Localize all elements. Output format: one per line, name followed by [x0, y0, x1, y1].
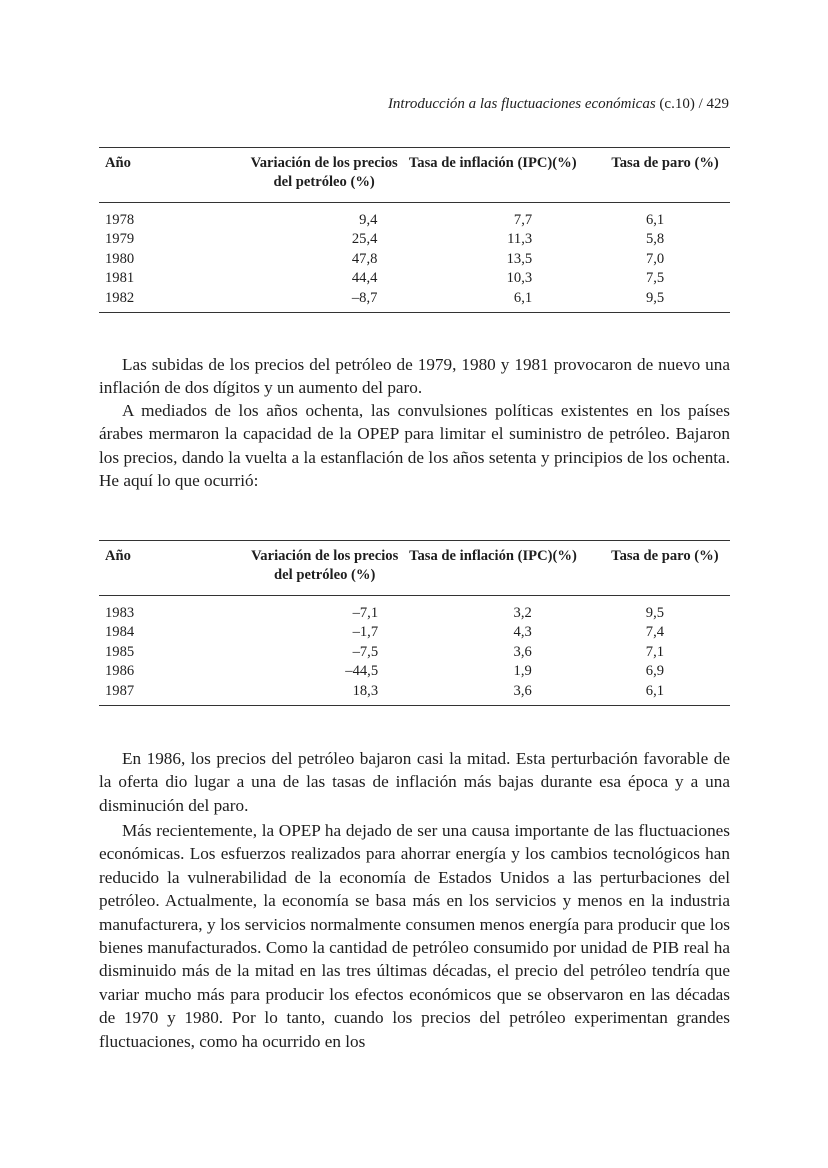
- cell-inflation-rate: 3,6: [513, 682, 532, 699]
- cell-unemployment-rate: 7,0: [645, 250, 665, 267]
- cell-oil-price-change: 44,4: [351, 270, 378, 287]
- cell-oil-price-change: –8,7: [351, 289, 378, 306]
- cell-unemployment-rate: 7,5: [645, 270, 665, 287]
- cell-inflation-rate: 1,9: [513, 663, 532, 680]
- cell-year: 1982: [105, 289, 135, 306]
- table-row: [99, 682, 730, 706]
- cell-inflation-rate: 3,2: [513, 605, 532, 621]
- cell-year: 1983: [105, 605, 135, 621]
- running-title: Introducción a las fluctuaciones económicas: [387, 96, 656, 112]
- cell-unemployment-rate: 9,5: [645, 605, 665, 621]
- cell-year: 1978: [105, 212, 135, 228]
- table-row: [99, 269, 730, 288]
- cell-inflation-rate: 4,3: [513, 624, 532, 641]
- cell-unemployment-rate: 7,4: [645, 624, 665, 641]
- cell-oil-price-change: –7,1: [352, 605, 379, 621]
- cell-unemployment-rate: 6,9: [645, 663, 665, 680]
- paragraph-1986: En 1986, los precios del petróleo bajaron casi la mitad. Esta perturbación favorable de la oferta dio lugar a una de las tasas de inflación más bajas durante esa época y a una disminución del paro.: [99, 749, 730, 815]
- header-year: Año: [105, 155, 131, 171]
- table-row: [99, 203, 730, 231]
- oil-prices-table-1983-1987: [99, 540, 730, 706]
- cell-unemployment-rate: 6,1: [645, 212, 665, 228]
- paragraph-recent-opec: Más recientemente, la OPEP ha dejado de ser una causa importante de las fluctuaciones económicas. Los esfuerzos realizados para ahorrar energía y los cambios tecnológicos han reducido la vulnerabilidad de la economía de Estados Unidos a las perturbaciones del petróleo. Actualmente, la economía se basa más en los servicios y menos en la industria manufacturera, y los servicios normalmente consumen menos energía para producir que los bienes manufacturados. Como la cantidad de petróleo consumido por unidad de PIB real ha disminuido más de la mitad en las tres últimas décadas, el precio del petróleo tendría que variar mucho más para producir los efectos económicos que se observaron en las décadas de 1970 y 1980. Por lo tanto, cuando los precios del petróleo experimentan grandes fluctuaciones, como ha ocurrido en los: [99, 821, 730, 1051]
- header-inflation-rate: Tasa de inflación (IPC)(%): [409, 548, 577, 564]
- table-row: [99, 662, 730, 681]
- table-header-row: [99, 541, 730, 596]
- paragraph-mid-eighties: A mediados de los años ochenta, las convulsiones políticas existentes en los países árabes mermaron la capacidad de la OPEP para limitar el suministro de petróleo. Bajaron los precios, dando la vuelta a la estanflación de los años setenta y principios de los ochenta. He aquí lo que ocurrió:: [99, 401, 730, 491]
- cell-year: 1980: [105, 250, 135, 267]
- cell-oil-price-change: 47,8: [351, 250, 378, 267]
- table-row: [99, 596, 730, 624]
- cell-year: 1987: [105, 682, 135, 699]
- cell-inflation-rate: 13,5: [506, 250, 533, 267]
- cell-year: 1986: [105, 663, 135, 680]
- page-number: 429: [706, 96, 729, 112]
- cell-unemployment-rate: 9,5: [645, 289, 665, 306]
- cell-unemployment-rate: 6,1: [645, 682, 665, 699]
- paragraph-price-rises: Las subidas de los precios del petróleo de 1979, 1980 y 1981 provocaron de nuevo una inflación de dos dígitos y un aumento del paro.: [99, 355, 730, 398]
- cell-oil-price-change: 9,4: [359, 212, 378, 228]
- cell-year: 1984: [105, 624, 135, 641]
- header-unemployment-rate: Tasa de paro (%): [611, 548, 719, 564]
- table-row: [99, 250, 730, 269]
- oil-prices-table-1978-1982: [99, 147, 730, 313]
- header-inflation-rate: Tasa de inflación (IPC)(%): [408, 155, 577, 171]
- header-oil-price-change: Variación de los precios del petróleo (%): [251, 548, 399, 583]
- table-row: [99, 289, 730, 313]
- cell-year: 1981: [105, 270, 135, 287]
- cell-oil-price-change: 25,4: [351, 231, 378, 248]
- cell-inflation-rate: 10,3: [506, 270, 533, 287]
- table-row: [99, 230, 730, 249]
- table-header-row: [99, 148, 730, 203]
- cell-inflation-rate: 3,6: [513, 643, 532, 660]
- cell-year: 1979: [105, 231, 135, 248]
- cell-unemployment-rate: 5,8: [645, 231, 665, 248]
- cell-inflation-rate: 11,3: [507, 231, 533, 248]
- cell-oil-price-change: 18,3: [352, 682, 379, 699]
- table-row: [99, 623, 730, 642]
- header-oil-price-change: Variación de los precios del petróleo (%): [250, 155, 398, 190]
- table-row: [99, 643, 730, 662]
- cell-year: 1985: [105, 643, 135, 660]
- cell-unemployment-rate: 7,1: [645, 643, 665, 660]
- cell-inflation-rate: 6,1: [513, 289, 533, 306]
- cell-oil-price-change: –1,7: [352, 624, 379, 641]
- cell-inflation-rate: 7,7: [513, 212, 533, 228]
- cell-oil-price-change: –7,5: [352, 643, 379, 660]
- chapter-ref: (c.10): [659, 96, 695, 112]
- running-header: [0, 96, 729, 113]
- header-year: Año: [105, 548, 131, 564]
- header-unemployment-rate: Tasa de paro (%): [611, 155, 719, 171]
- cell-oil-price-change: –44,5: [345, 663, 379, 680]
- header-separator: /: [698, 96, 703, 112]
